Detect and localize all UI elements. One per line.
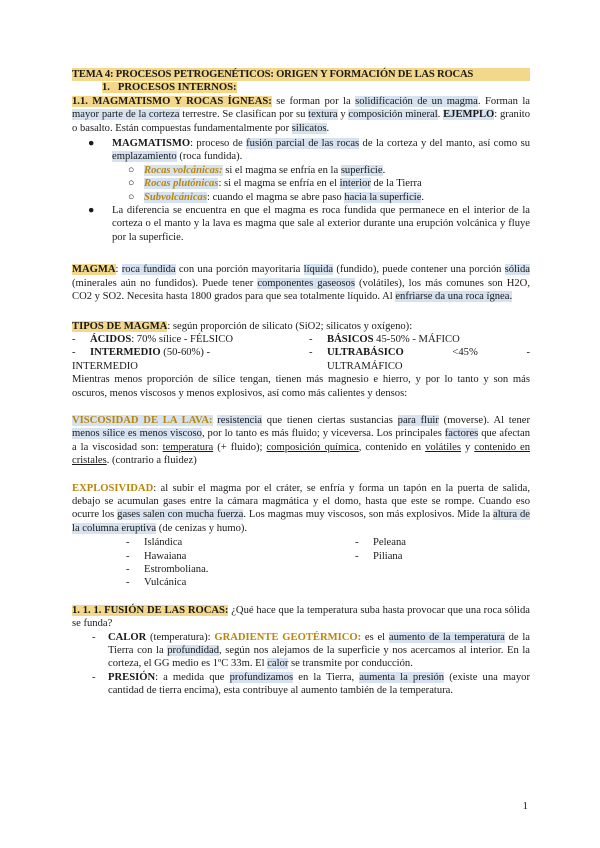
page-number: 1 — [522, 800, 528, 812]
list-item-piliana: - Piliana — [355, 550, 403, 562]
paragraph-viscosidad: VISCOSIDAD DE LA LAVA: resistencia que tienen ciertas sustancias para fluir (moverse). Al tener menos sílice es menos viscoso, por lo tanto es más fluido; y viceversa. Los principales factores que afectan a la viscosidad son: temperatura (+ fluido); composición química, contenido en volátiles y contenido en cristales. (contrario a fluidez) — [72, 414, 531, 467]
paragraph-explosividad: EXPLOSIVIDAD: al subir el magma por el cráter, se enfría y forma un tapón en la puerta de salida, debajo se acumulan gases entre la cámara magmática y el domo, hasta que este se rompe. Cuando eso ocurre los gases salen con mucha fuerza. Los magmas muy viscosos, son más explosivos. Mide la altura de la columna eruptiva (de cenizas y humo). — [72, 482, 530, 534]
sub-list-rock-types — [72, 164, 530, 204]
list-item-intermedio: - INTERMEDIO (50-60%) - — [72, 347, 211, 359]
bullet-list-2 — [72, 204, 530, 244]
paragraph-tipos-magma: TIPOS DE MAGMA: según proporción de silicato (SiO2; silicatos y oxígeno): — [72, 320, 413, 332]
list-item-islandica: - Islándica — [126, 537, 183, 549]
bullet-circle-icon: ○ — [128, 178, 135, 190]
list-item-presion: - PRESIÓN: a medida que profundizamos en la Tierra, aumenta la presión (existe una mayor cantidad de tierra encima), esta contribuye al aumento también de la temperatura. — [92, 671, 531, 697]
list-item-ultramafico: ULTRAMÁFICO — [327, 360, 403, 372]
list-item-peleana: - Peleana — [355, 537, 406, 549]
page-title: TEMA 4: PROCESOS PETROGENÉTICOS: ORIGEN Y FORMACIÓN DE LAS ROCAS — [72, 68, 530, 81]
list-item-acidos: - ÁCIDOS: 70% sílice - FÉLSICO — [72, 333, 234, 345]
list-item-hawaiana: - Hawaiana — [126, 550, 187, 562]
bullet-dot-icon: ● — [88, 205, 95, 217]
list-item-rocas-volcanicas: ○ Rocas volcánicas: si el magma se enfría en la superficie. — [128, 164, 386, 176]
bullet-dot-icon: ● — [88, 138, 95, 150]
list-item-basicos: - BÁSICOS 45-50% - MÁFICO — [309, 333, 460, 345]
list-item-magmatismo: ● MAGMATISMO: proceso de fusión parcial de las rocas de la corteza y del manto, así como su emplazamiento (roca fundida). — [88, 138, 530, 163]
list-item-intermedio-2: INTERMEDIO — [72, 360, 138, 372]
list-item-calor: - CALOR (temperatura): GRADIENTE GEOTÉRMICO: es el aumento de la temperatura de la Tierra con la profundidad, según nos alejamos de la superficie y nos acercamos al interior. En la corteza, el GG medio es 1ºC 33m. El calor se transmite por conducción. — [92, 631, 531, 670]
list-item-vulcanica: - Vulcánica — [126, 577, 187, 589]
document-body — [72, 68, 530, 698]
paragraph-magmatismo-rocas-igneas: 1.1. MAGMATISMO Y ROCAS ÍGNEAS: se forman por la solidificación de un magma. Forman la mayor parte de la corteza terrestre. Se clasifican por su textura y composición mineral. EJEMPLO: granito o basalto. Están compuestas fundamentalmente por silicatos. — [72, 95, 531, 134]
bullet-circle-icon: ○ — [128, 191, 135, 203]
list-item-ultrabasico: - ULTRABÁSICO <45% - — [309, 347, 530, 359]
list-item-estromboliana: - Estromboliana. — [126, 564, 209, 575]
list-item-rocas-plutonicas: ○ Rocas plutónicas: si el magma se enfría en el interior de la Tierra — [128, 178, 422, 190]
magma-types-list — [72, 333, 530, 373]
bullet-circle-icon: ○ — [128, 164, 135, 176]
fusion-factors-list — [72, 631, 530, 698]
paragraph-fusion-rocas: 1. 1. 1. FUSIÓN DE LAS ROCAS: ¿Qué hace que la temperatura suba hasta provocar que una roca sólida se funda? — [72, 604, 530, 630]
eruption-types-list — [72, 536, 530, 590]
paragraph-silice: Mientras menos proporción de sílice tengan, tienen más magnesio e hierro, y por lo tanto y son más oscuros, menos viscosos y menos explosivos, así como más calientes y densos: — [72, 374, 530, 399]
list-item-diferencia: ● La diferencia se encuentra en que el magma es roca fundida que permanece en el interior de la corteza o el manto y la lava es magma que sale al exterior durante una erupción volcánica y fluye por la superficie. — [88, 205, 530, 243]
bullet-list — [72, 137, 530, 164]
paragraph-magma: MAGMA: roca fundida con una porción mayoritaria líquida (fundido), puede contener una porción sólida (minerales aún no fundidos). Puede tener componentes gaseosos (volátiles), los más comunes son H2O, CO2 y SO2. Necesita hasta 1800 grados para que sea totalmente líquido. Al enfriarse da una roca ígnea. — [72, 264, 530, 303]
section-heading: 1. PROCESOS INTERNOS: — [102, 82, 237, 94]
list-item-subvolcanicas: ○ Subvolcánicas: cuando el magma se abre paso hacia la superficie. — [128, 191, 425, 203]
